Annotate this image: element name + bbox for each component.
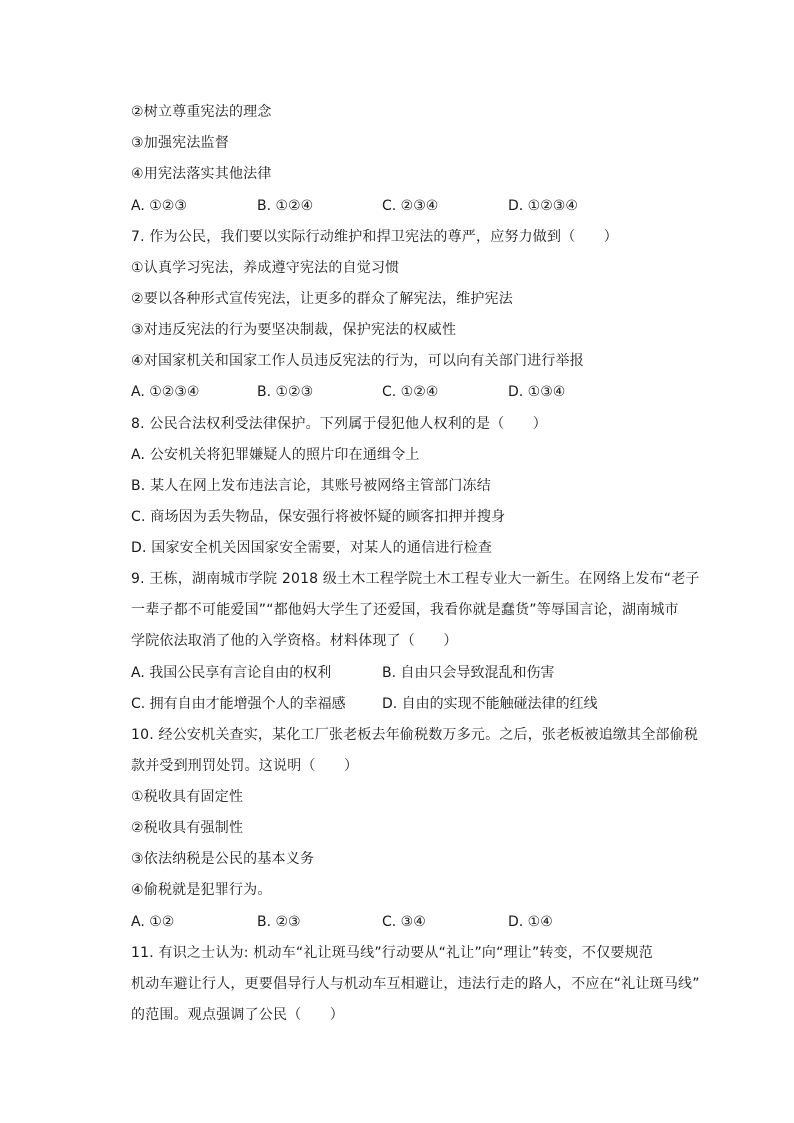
q10-option-b: B. ②③: [257, 914, 301, 930]
q7-option-a: A. ①②③④: [131, 384, 200, 400]
q7-option-d: D. ①③④: [508, 384, 566, 400]
q9-stem-line-2: 一辈子都不可能爱国”“都他妈大学生了还爱国，我看你就是蠢货”等辱国言论，湖南城市: [131, 602, 679, 618]
q8-option-b: B. 某人在网上发布违法言论，其账号被网络主管部门冻结: [131, 478, 491, 494]
q10-item-2: ②税收具有强制性: [131, 820, 244, 836]
q10-item-3: ③依法纳税是公民的基本义务: [131, 851, 315, 867]
q10-stem-line-2: 款并受到刑罚处罚。这说明（ ）: [131, 758, 359, 774]
q8-option-c: C. 商场因为丢失物品，保安强行将被怀疑的顾客扣押并搜身: [131, 509, 506, 525]
q7-option-c: C. ①②④: [382, 384, 439, 400]
q6-option-a: A. ①②③: [131, 198, 187, 214]
q6-option-b: B. ①②④: [257, 198, 314, 214]
q9-stem-line-1: 9. 王栋，湖南城市学院 2018 级土木工程学院土木工程专业大一新生。在网络上发布“老子: [131, 571, 700, 587]
q6-option-c: C. ②③④: [382, 198, 439, 214]
q6-item-4: ④用宪法落实其他法律: [131, 166, 272, 182]
q9-option-c: C. 拥有自由才能增强个人的幸福感: [131, 696, 346, 712]
q9-option-a: A. 我国公民享有言论自由的权利: [131, 665, 332, 681]
q10-item-1: ①税收具有固定性: [131, 789, 244, 805]
q7-item-1: ①认真学习宪法，养成遵守宪法的自觉习惯: [131, 260, 400, 276]
q7-stem: 7. 作为公民，我们要以实际行动维护和捍卫宪法的尊严，应努力做到（ ）: [131, 229, 619, 245]
q8-option-d: D. 国家安全机关因国家安全需要，对某人的通信进行检查: [131, 540, 493, 556]
q7-item-4: ④对国家机关和国家工作人员违反宪法的行为，可以向有关部门进行举报: [131, 353, 584, 369]
q7-option-b: B. ①②③: [257, 384, 314, 400]
q7-item-3: ③对违反宪法的行为要坚决制裁，保护宪法的权威性: [131, 322, 457, 338]
q6-item-2: ②树立尊重宪法的理念: [131, 104, 272, 120]
q11-stem-line-1: 11. 有识之士认为: 机动车“礼让斑马线”行动要从“礼让”向“理让”转变，不仅要规范: [131, 945, 653, 961]
q9-option-b: B. 自由只会导致混乱和伤害: [382, 665, 555, 681]
q9-stem-line-3: 学院依法取消了他的入学资格。材料体现了（ ）: [131, 633, 458, 649]
q10-option-a: A. ①②: [131, 914, 175, 930]
q6-option-d: D. ①②③④: [508, 198, 578, 214]
q10-item-4: ④偷税就是犯罪行为。: [131, 882, 272, 898]
q11-stem-line-2: 机动车避让行人，更要倡导行人与机动车互相避让，违法行走的路人，不应在“礼让斑马线”: [131, 976, 700, 992]
q10-option-c: C. ③④: [382, 914, 426, 930]
q9-option-d: D. 自由的实现不能触碰法律的红线: [382, 696, 598, 712]
q7-item-2: ②要以各种形式宣传宪法，让更多的群众了解宪法，维护宪法: [131, 291, 513, 307]
q10-stem-line-1: 10. 经公安机关查实，某化工厂张老板去年偷税数万多元。之后，张老板被追缴其全部偷税: [131, 727, 699, 743]
q10-option-d: D. ①④: [508, 914, 553, 930]
q6-item-3: ③加强宪法监督: [131, 135, 229, 151]
q8-stem: 8. 公民合法权利受法律保护。下列属于侵犯他人权利的是（ ）: [131, 416, 548, 432]
q8-option-a: A. 公安机关将犯罪嫌疑人的照片印在通缉令上: [131, 447, 420, 463]
q11-stem-line-3: 的范围。观点强调了公民（ ）: [131, 1007, 344, 1023]
